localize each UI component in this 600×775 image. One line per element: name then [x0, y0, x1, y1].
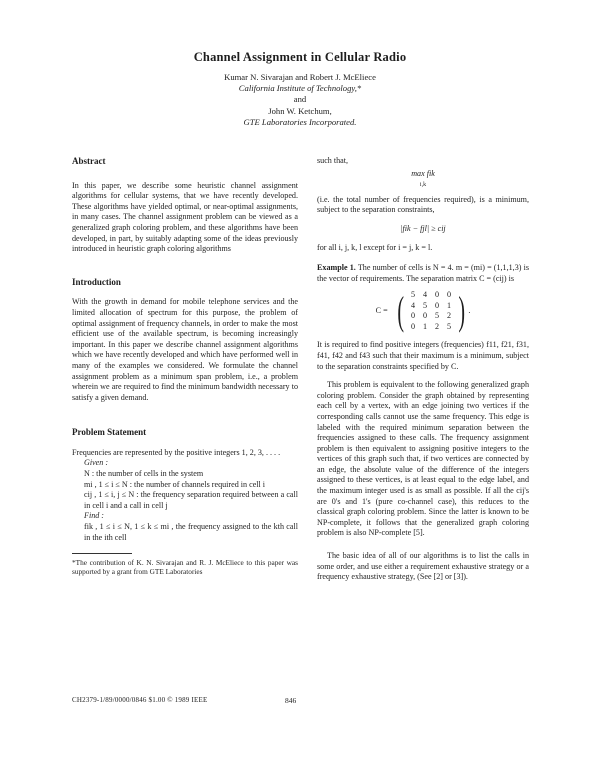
matrix-cell: 0	[422, 311, 427, 321]
matrix-cell: 0	[410, 321, 415, 331]
footer-page-number: 846	[285, 696, 297, 705]
problem-c-def: cij , 1 ≤ i, j ≤ N : the frequency separation required between a call in cell i and a call in cell j	[84, 490, 298, 510]
matrix-rows	[407, 290, 455, 332]
matrix-row	[407, 290, 455, 301]
example-1-label: Example 1.	[317, 263, 356, 273]
affiliation-1: California Institute of Technology,*	[238, 83, 362, 93]
abstract-heading: Abstract	[72, 156, 106, 166]
problem-find: Find :	[84, 511, 105, 521]
matrix-cell: 5	[422, 300, 427, 310]
matrix-right-bracket: )	[458, 288, 465, 334]
example-1-text: The number of cells is N = 4. m = (mi) = (1,1,1,3) is the vector of requirements. The separation matrix C = (cij) is	[317, 263, 529, 283]
matrix-cell: 0	[434, 290, 439, 300]
problem-m-def: mi , 1 ≤ i ≤ N : the number of channels required in cell i	[84, 479, 266, 489]
required-text: It is required to find positive integers (frequencies) f11, f21, f31, f41, f42 and f43 such that their maximum is a minimum, subject to the separation constraints specified by C.	[317, 340, 529, 371]
matrix-cell: 5	[434, 311, 439, 321]
matrix-cell: 4	[422, 290, 427, 300]
for-all-text: for all i, j, k, l except for i = j, k = l.	[317, 242, 433, 252]
problem-statement-heading: Problem Statement	[72, 427, 147, 438]
matrix-cell: 5	[446, 321, 451, 331]
footnote-rule	[72, 553, 132, 554]
matrix-label: C =	[375, 306, 388, 316]
basic-idea-text: The basic idea of all of our algorithms is to list the calls in some order, and use either a requirement exhaustive strategy or a frequency exhaustive strategy, (See [2] or [3]).	[317, 551, 529, 582]
separation-constraint: |fik − fjl| ≥ cij	[400, 223, 446, 233]
problem-given: Given :	[84, 458, 109, 468]
introduction-heading: Introduction	[72, 276, 121, 287]
max-expression-sub: i,k	[419, 182, 427, 189]
example-1-paragraph	[317, 263, 529, 284]
matrix-cell: 2	[446, 311, 451, 321]
paper-title: Channel Assignment in Cellular Radio	[193, 50, 407, 64]
matrix-cell: 1	[446, 300, 451, 310]
separation-matrix	[317, 290, 529, 332]
matrix-cell: 0	[410, 311, 415, 321]
authors-line-2: John W. Ketchum,	[268, 106, 332, 116]
problem-f-def: fik , 1 ≤ i ≤ N, 1 ≤ k ≤ mi , the frequency assigned to the kth call in the ith cell	[84, 522, 298, 542]
total-note-text: (i.e. the total number of frequencies required), is a minimum, subject to the separation constraints,	[317, 194, 529, 215]
authors-and: and	[293, 94, 307, 104]
matrix-row	[407, 322, 455, 333]
max-expression	[317, 169, 529, 191]
problem-intro: Frequencies are represented by the positive integers 1, 2, 3, . . . .	[72, 447, 281, 457]
max-expression-main: max fik	[411, 168, 435, 178]
matrix-cell: 0	[446, 290, 451, 300]
abstract-text: In this paper, we describe some heuristic channel assignment algorithms for cellular systems, that we have recently developed. These algorithms have yielded optimal, or near-optimal assignments, in many cases. The channel assignment problem can be viewed as a generalized graph coloring problem, and these algorithms have been developed, in part, by suitably adapting some of the ideas previously introduced in heuristic graph coloring algorithms	[72, 180, 298, 254]
matrix-cell: 1	[422, 321, 427, 331]
affiliation-2: GTE Laboratories Incorporated.	[243, 117, 357, 127]
such-that-text: such that,	[317, 156, 349, 165]
matrix-cell: 5	[410, 290, 415, 300]
left-column	[72, 156, 298, 576]
problem-n-def: N : the number of cells in the system	[84, 469, 204, 479]
matrix-cell: 0	[434, 300, 439, 310]
matrix-row	[407, 301, 455, 312]
matrix-row	[407, 311, 455, 322]
footer-copyright-code: CH2379-1/89/0000/0846 $1.00 © 1989 IEEE	[72, 696, 208, 704]
matrix-left-bracket: (	[396, 288, 404, 334]
matrix-period: .	[468, 306, 471, 316]
right-column	[317, 156, 529, 583]
authors-line-1: Kumar N. Sivarajan and Robert J. McEliece	[224, 72, 376, 82]
equivalent-text: This problem is equivalent to the following generalized graph coloring problem. Consider the graph obtained by representing each cell by a vertex, with an edge joining two vertices if the corresponding calls cannot use the same frequency. This edge is labeled with the required minimum separation between the frequencies assigned to these calls. The frequency assignment problem is then equivalent to assigning positive integers to the vertices of this graph such that, if two vertices are connected by an edge, the absolute value of the difference of the integers assigned to these vertices, is at least equal to the edge label, and the maximum integer used is as small as possible. If all the cij's are 0's and 1's (pure co-channel case), this reduces to the classical graph coloring problem. Since the latter is known to be NP-complete, it follows that the generalized graph coloring problem is also NP-complete [5].	[317, 380, 529, 538]
matrix-cell: 2	[434, 321, 439, 331]
introduction-text: With the growth in demand for mobile telephone services and the limited allocation of spectrum for this purpose, the problem of optimal assignment of frequency channels, in order to make the most efficient use of the available spectrum, is becoming increasingly important. In this paper we describe channel assignment algorithms which we have recently developed and which have performed well in many of the examples we considered. We formulate the channel assignment problem as a minimum span problem, i.e., a problem wherein we are required to find the minimum bandwidth necessary to satisfy a given demand.	[72, 297, 298, 402]
matrix-cell: 4	[410, 300, 415, 310]
footnote-text: *The contribution of K. N. Sivarajan and R. J. McEliece to this paper was supported by a grant from GTE Laboratories	[72, 558, 298, 577]
